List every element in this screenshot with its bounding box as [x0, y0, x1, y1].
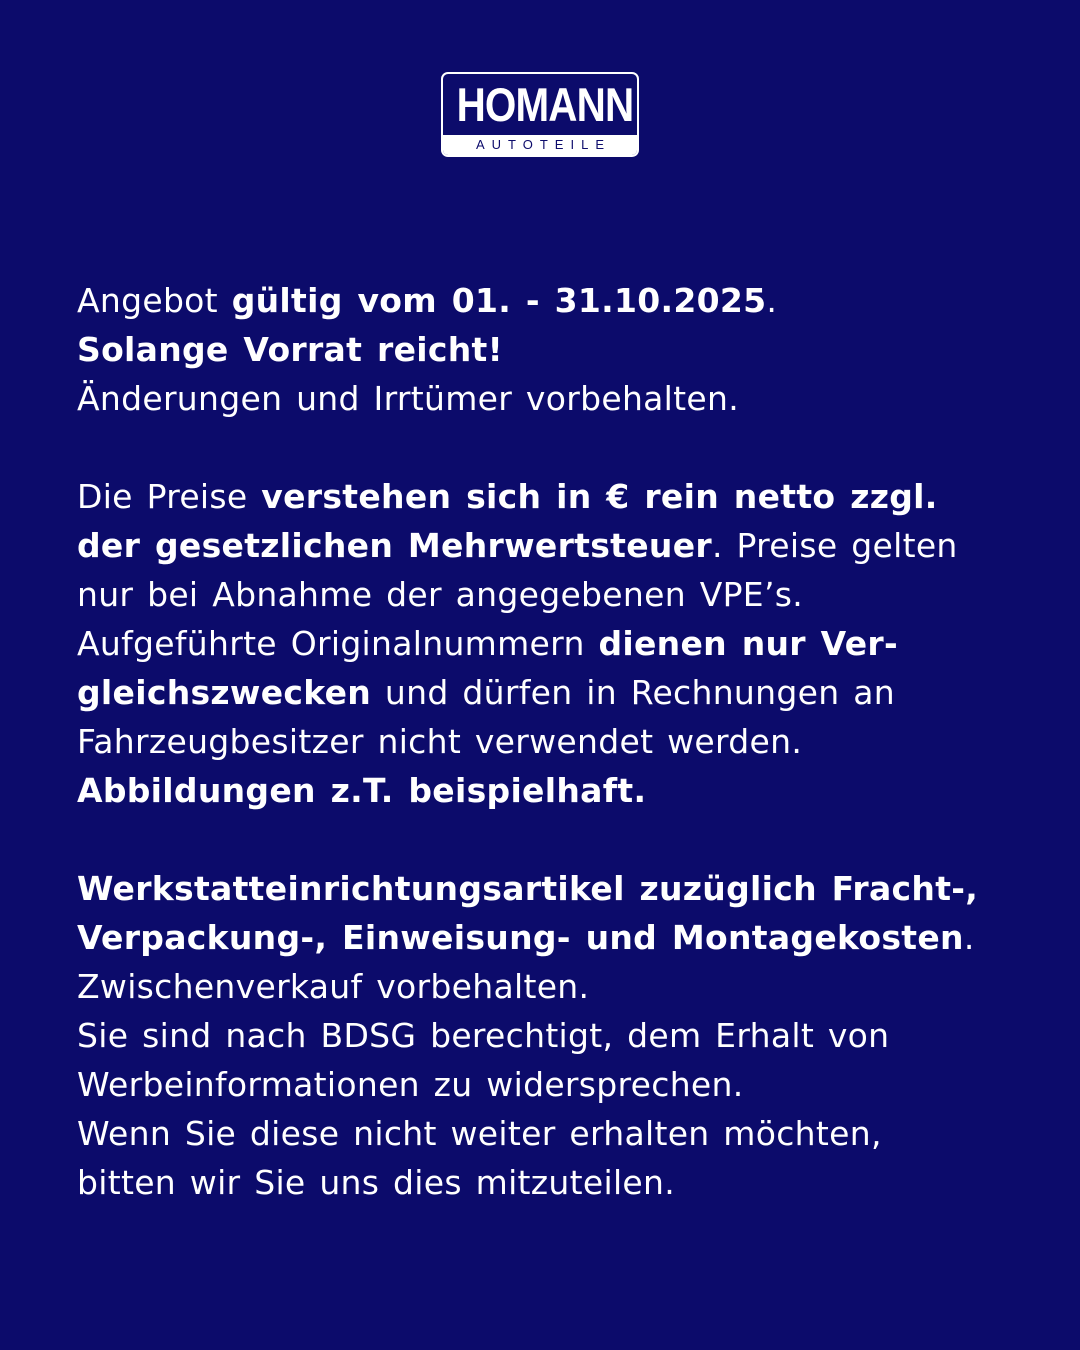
text-segment: Aufgeführte Originalnummern [77, 624, 599, 663]
text-line: Sie sind nach BDSG berechtigt, dem Erhalt von [77, 1016, 890, 1055]
legal-text [77, 276, 1037, 1256]
text-line: Fahrzeugbesitzer nicht verwendet werden. [77, 722, 803, 761]
text-segment-bold: verstehen sich in € rein netto zzgl. [261, 477, 938, 516]
text-line [77, 521, 1037, 570]
text-segment-bold: gleichszwecken [77, 673, 372, 712]
validity-period: gültig vom 01. - 31.10.2025 [231, 281, 767, 320]
text-line [77, 913, 1037, 962]
text-segment: Angebot [77, 281, 232, 320]
pricing-paragraph [77, 472, 1037, 815]
text-line-bold: Werkstatteinrichtungsartikel zuzüglich Fracht-, [77, 869, 979, 908]
text-segment-bold: der gesetzlichen Mehrwertsteuer [77, 526, 712, 565]
text-segment: . Preise gelten [711, 526, 958, 565]
text-line: Werbeinformationen zu widersprechen. [77, 1065, 744, 1104]
stock-notice: Solange Vorrat reicht! [77, 330, 503, 369]
text-line: Zwischenverkauf vorbehalten. [77, 967, 590, 1006]
text-line [77, 668, 1037, 717]
text-line-bold: Abbildungen z.T. beispielhaft. [77, 771, 647, 810]
text-segment: Die Preise [77, 477, 262, 516]
logo-brand-text: HOMANN [456, 78, 634, 131]
logo-sub-text: AUTOTEILE [443, 135, 637, 155]
homann-autoteile-logo [441, 72, 639, 157]
text-segment: . [766, 281, 778, 320]
text-line: nur bei Abnahme der angegebenen VPE’s. [77, 575, 804, 614]
text-segment-bold: Verpackung-, Einweisung- und Montagekosten [77, 918, 964, 957]
workshop-paragraph [77, 864, 1037, 1207]
validity-paragraph [77, 276, 1037, 423]
text-segment: . [963, 918, 975, 957]
text-line [77, 472, 1037, 521]
text-line: Änderungen und Irrtümer vorbehalten. [77, 379, 739, 418]
text-segment: und dürfen in Rechnungen an [371, 673, 895, 712]
text-line [77, 276, 1037, 325]
text-line: bitten wir Sie uns dies mitzuteilen. [77, 1163, 676, 1202]
text-line: Wenn Sie diese nicht weiter erhalten möchten, [77, 1114, 882, 1153]
text-line [77, 619, 1037, 668]
text-segment-bold: dienen nur Ver- [598, 624, 898, 663]
